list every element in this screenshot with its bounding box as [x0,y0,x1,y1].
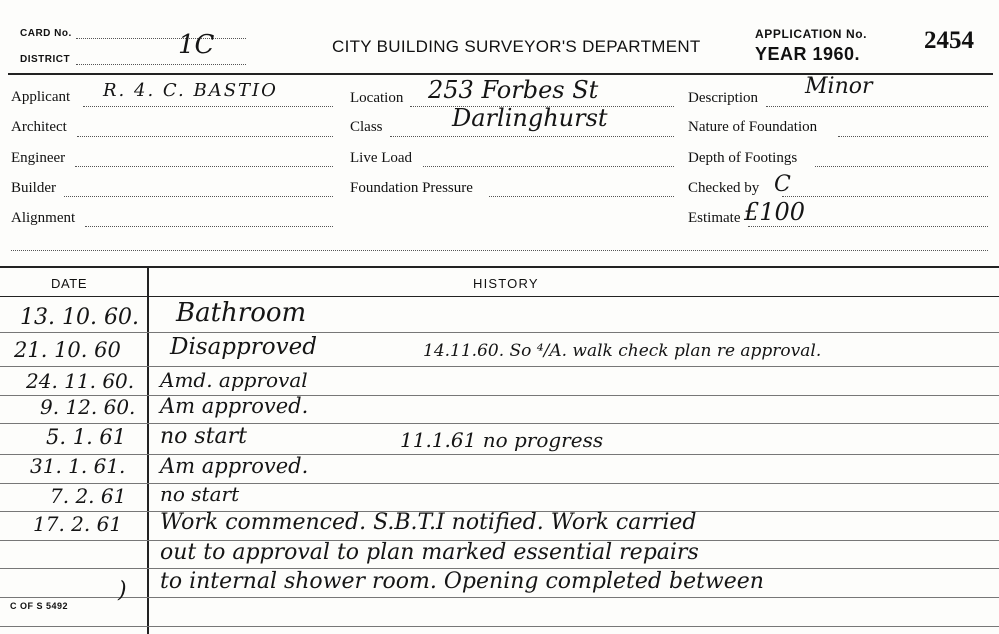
date-column-divider [147,267,149,634]
entry-text: Work commenced. S.B.T.I notified. Work carried [160,510,697,535]
entry-text: Am approved. [160,454,309,478]
ruled-line [0,332,999,333]
entry-date: 17. 2. 61 [33,512,123,536]
ruled-line [0,423,999,424]
class-label: Class [350,119,383,135]
entry-text: Disapproved [170,334,317,360]
entry-text: Am approved. [160,394,309,418]
application-number: 2454 [924,27,974,54]
district-label: DISTRICT [20,54,71,65]
builder-label: Builder [11,180,56,196]
applicant-label: Applicant [11,89,71,105]
entry-date: 24. 11. 60. [26,369,135,393]
location-value-1: 253 Forbes St [428,76,599,104]
ruled-line [0,366,999,367]
history-column-header: HISTORY [473,276,539,291]
estimate-label: Estimate [688,210,741,226]
checked-by-label: Checked by [688,180,760,196]
estimate-line [748,226,988,227]
nature-of-foundation-label: Nature of Foundation [688,119,818,135]
card-no-label: CARD No. [20,28,72,39]
foundation-pressure-label: Foundation Pressure [350,180,473,196]
card-no-line [76,38,246,39]
district-value: 1C [178,30,215,60]
foundation-pressure-line [489,196,674,197]
history-top-rule [0,266,999,268]
alignment-line [85,226,333,227]
description-value: Minor [805,74,873,99]
architect-label: Architect [11,119,67,135]
entry-date: 13. 10. 60. [20,305,139,330]
description-label: Description [688,90,758,106]
ruled-line [0,626,999,627]
engineer-line [75,166,333,167]
entry-date: 9. 12. 60. [40,395,136,419]
blank-dotted-line [11,250,988,251]
margin-mark: ) [118,578,127,603]
live-load-line [423,166,674,167]
department-title: CITY BUILDING SURVEYOR'S DEPARTMENT [332,37,701,56]
entry-note: 11.1.61 no progress [400,428,604,452]
description-line [766,106,988,107]
entry-date: 5. 1. 61 [46,425,127,449]
entry-text: Amd. approval [160,368,308,392]
class-line [390,136,674,137]
entry-date: 7. 2. 61 [50,484,127,508]
engineer-label: Engineer [11,150,66,166]
checked-by-value: C [774,172,791,197]
ruled-line [0,454,999,455]
depth-of-footings-label: Depth of Footings [688,150,798,166]
architect-line [77,136,333,137]
entry-text: no start [160,424,248,449]
year-label: YEAR 1960. [755,44,861,64]
ruled-line [0,395,999,396]
entry-date: 31. 1. 61. [30,454,126,478]
location-value-2: Darlinghurst [452,104,608,132]
depth-of-footings-line [815,166,988,167]
entry-text: Bathroom [176,298,307,328]
ruled-line [0,483,999,484]
entry-text-continued: out to approval to plan marked essential repairs [160,540,699,565]
form-code: C OF S 5492 [10,601,69,611]
entry-text-continued: to internal shower room. Opening completed between [160,569,764,594]
estimate-value: £100 [744,198,806,226]
checked-by-line [782,196,988,197]
entry-note: 14.11.60. So ⁴/A. walk check plan re approval. [423,341,822,361]
live-load-label: Live Load [350,150,413,166]
alignment-label: Alignment [11,210,76,226]
date-column-header: DATE [51,276,88,291]
location-label: Location [350,90,404,106]
history-header-rule [0,296,999,297]
district-line [76,64,246,65]
entry-date: 21. 10. 60 [14,338,121,362]
entry-text: no start [160,482,240,506]
nature-of-foundation-line [838,136,988,137]
applicant-value: R. 4. C. BASTIO [103,80,278,101]
application-no-label: APPLICATION No. [755,27,868,41]
applicant-line [83,106,333,107]
ruled-line [0,597,999,598]
builder-line [64,196,333,197]
